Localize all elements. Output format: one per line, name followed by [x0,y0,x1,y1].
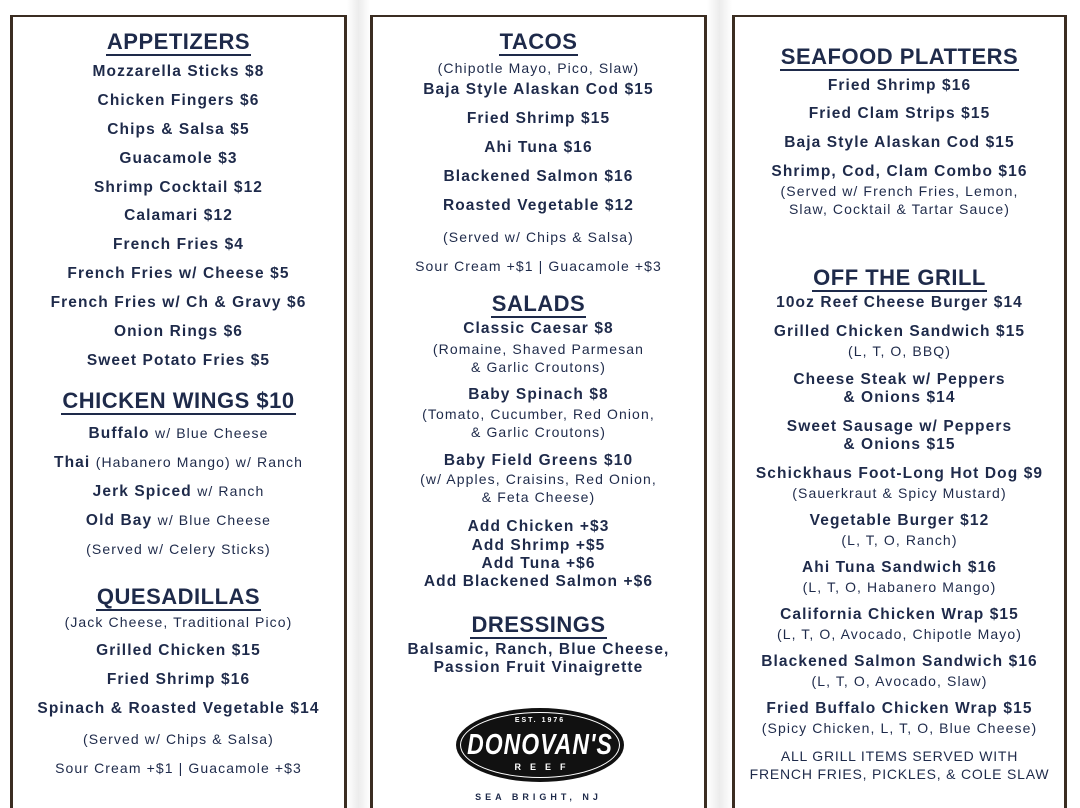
wing-item-name: Old Bay [85,512,153,529]
quesadilla-item: Spinach & Roasted Vegetable $14 [37,700,320,717]
taco-item: Fried Shrimp $15 [466,110,611,127]
location-text: SEA BRIGHT, NJ [475,792,602,802]
platter-description: (Served w/ French Fries, Lemon, [780,183,1019,199]
salad-add-on: Add Blackened Salmon +$6 [423,573,654,590]
taco-item: Ahi Tuna $16 [484,139,593,156]
seafood-platters-heading: SEAFOOD PLATTERS [780,44,1019,69]
grill-item-description: (L, T, O, Ranch) [841,532,958,548]
salad-add-on: Add Tuna +$6 [481,555,596,572]
grill-item: California Chicken Wrap $15 [780,606,1019,623]
quesadillas-description: (Jack Cheese, Traditional Pico) [64,614,293,630]
appetizer-item: French Fries w/ Ch & Gravy $6 [50,294,307,311]
salad-item: Baby Field Greens $10 [443,452,634,469]
appetizer-item: Guacamole $3 [119,150,238,167]
salad-description: & Feta Cheese) [481,489,596,505]
logo-sub: REEF [514,762,575,772]
tacos-note: (Served w/ Chips & Salsa) [443,229,634,245]
salad-item: Classic Caesar $8 [463,320,614,337]
chicken-wings-heading: CHICKEN WINGS $10 [62,388,295,413]
salad-description: & Garlic Croutons) [471,359,606,375]
grill-item-description: (L, T, O, Avocado, Slaw) [811,673,988,689]
dressings-line: Passion Fruit Vinaigrette [433,659,644,676]
logo-name: DONOVAN'S [467,727,613,761]
menu-column-left [10,0,347,808]
platter-item: Fried Clam Strips $15 [808,105,991,122]
platter-item: Baja Style Alaskan Cod $15 [784,134,1015,151]
quesadilla-item: Grilled Chicken $15 [96,642,261,659]
appetizer-item: Mozzarella Sticks $8 [92,63,265,80]
grill-item: Ahi Tuna Sandwich $16 [801,559,998,576]
wing-item [10,481,347,502]
wings-note: (Served w/ Celery Sticks) [86,541,271,557]
appetizer-item: Onion Rings $6 [113,323,244,340]
appetizer-item: Shrimp Cocktail $12 [93,179,264,196]
quesadilla-item: Fried Shrimp $16 [106,671,251,688]
wing-item-detail: w/ Ranch [197,483,265,499]
platter-item: Shrimp, Cod, Clam Combo $16 [771,163,1028,180]
off-the-grill-heading: OFF THE GRILL [813,265,986,290]
appetizer-item: Sweet Potato Fries $5 [86,352,271,369]
wing-item [10,510,347,531]
grill-footer: FRENCH FRIES, PICKLES, & COLE SLAW [749,766,1050,782]
platter-description: Slaw, Cocktail & Tartar Sauce) [788,201,1011,217]
menu-column-right [732,0,1067,808]
menu-fold [347,0,370,808]
taco-item: Blackened Salmon $16 [443,168,634,185]
grill-item-description: (L, T, O, Avocado, Chipotle Mayo) [776,626,1023,642]
quesadillas-note: (Served w/ Chips & Salsa) [83,731,274,747]
salad-description: (Romaine, Shaved Parmesan [432,341,645,357]
tacos-heading: TACOS [499,29,578,54]
wing-item-name: Thai [54,454,91,471]
wing-item [10,423,347,444]
taco-item: Roasted Vegetable $12 [442,197,635,214]
salad-add-on: Add Shrimp +$5 [471,537,606,554]
donovans-reef-logo [456,708,624,782]
wing-item-detail: (Habanero Mango) w/ Ranch [95,454,303,470]
grill-item-description: (Sauerkraut & Spicy Mustard) [792,485,1007,501]
tacos-description: (Chipotle Mayo, Pico, Slaw) [437,60,640,76]
wing-item-detail: w/ Blue Cheese [157,512,272,528]
grill-item: Blackened Salmon Sandwich $16 [761,653,1038,670]
tacos-extras: Sour Cream +$1 | Guacamole +$3 [415,258,662,274]
salad-description: (Tomato, Cucumber, Red Onion, [422,406,655,422]
taco-item: Baja Style Alaskan Cod $15 [423,81,654,98]
wing-item [10,452,347,473]
salads-heading: SALADS [491,291,586,316]
wing-item-name: Buffalo [88,425,150,442]
grill-item-description: (L, T, O, BBQ) [847,343,952,359]
grill-item: Schickhaus Foot-Long Hot Dog $9 [755,465,1044,482]
salad-item: Baby Spinach $8 [468,386,609,403]
grill-item: Fried Buffalo Chicken Wrap $15 [766,700,1033,717]
grill-item: & Onions $14 [843,389,956,406]
grill-item: Cheese Steak w/ Peppers [793,371,1006,388]
grill-item-description: (L, T, O, Habanero Mango) [802,579,997,595]
menu-column-center [370,0,707,808]
grill-item: Sweet Sausage w/ Peppers [786,418,1013,435]
grill-item: & Onions $15 [843,436,956,453]
appetizer-item: Chips & Salsa $5 [107,121,250,138]
appetizer-item: French Fries w/ Cheese $5 [67,265,290,282]
dressings-heading: DRESSINGS [471,612,606,637]
grill-item: Grilled Chicken Sandwich $15 [773,323,1026,340]
dressings-line: Balsamic, Ranch, Blue Cheese, [407,641,670,658]
wing-item-name: Jerk Spiced [92,483,192,500]
menu-fold [707,0,732,808]
appetizer-item: Chicken Fingers $6 [97,92,260,109]
appetizer-item: French Fries $4 [112,236,245,253]
salad-description: & Garlic Croutons) [471,424,606,440]
grill-item-description: (Spicy Chicken, L, T, O, Blue Cheese) [761,720,1038,736]
grill-item: Vegetable Burger $12 [809,512,990,529]
quesadillas-extras: Sour Cream +$1 | Guacamole +$3 [55,760,302,776]
grill-footer: ALL GRILL ITEMS SERVED WITH [780,748,1019,764]
grill-item: 10oz Reef Cheese Burger $14 [776,294,1023,311]
logo-established: EST. 1976 [514,717,566,724]
wing-item-detail: w/ Blue Cheese [155,425,269,441]
platter-item: Fried Shrimp $16 [827,77,972,94]
salad-description: (w/ Apples, Craisins, Red Onion, [420,471,657,487]
quesadillas-heading: QUESADILLAS [96,584,261,609]
appetizer-item: Calamari $12 [124,207,233,224]
appetizers-heading: APPETIZERS [106,29,251,54]
salad-add-on: Add Chicken +$3 [467,518,610,535]
